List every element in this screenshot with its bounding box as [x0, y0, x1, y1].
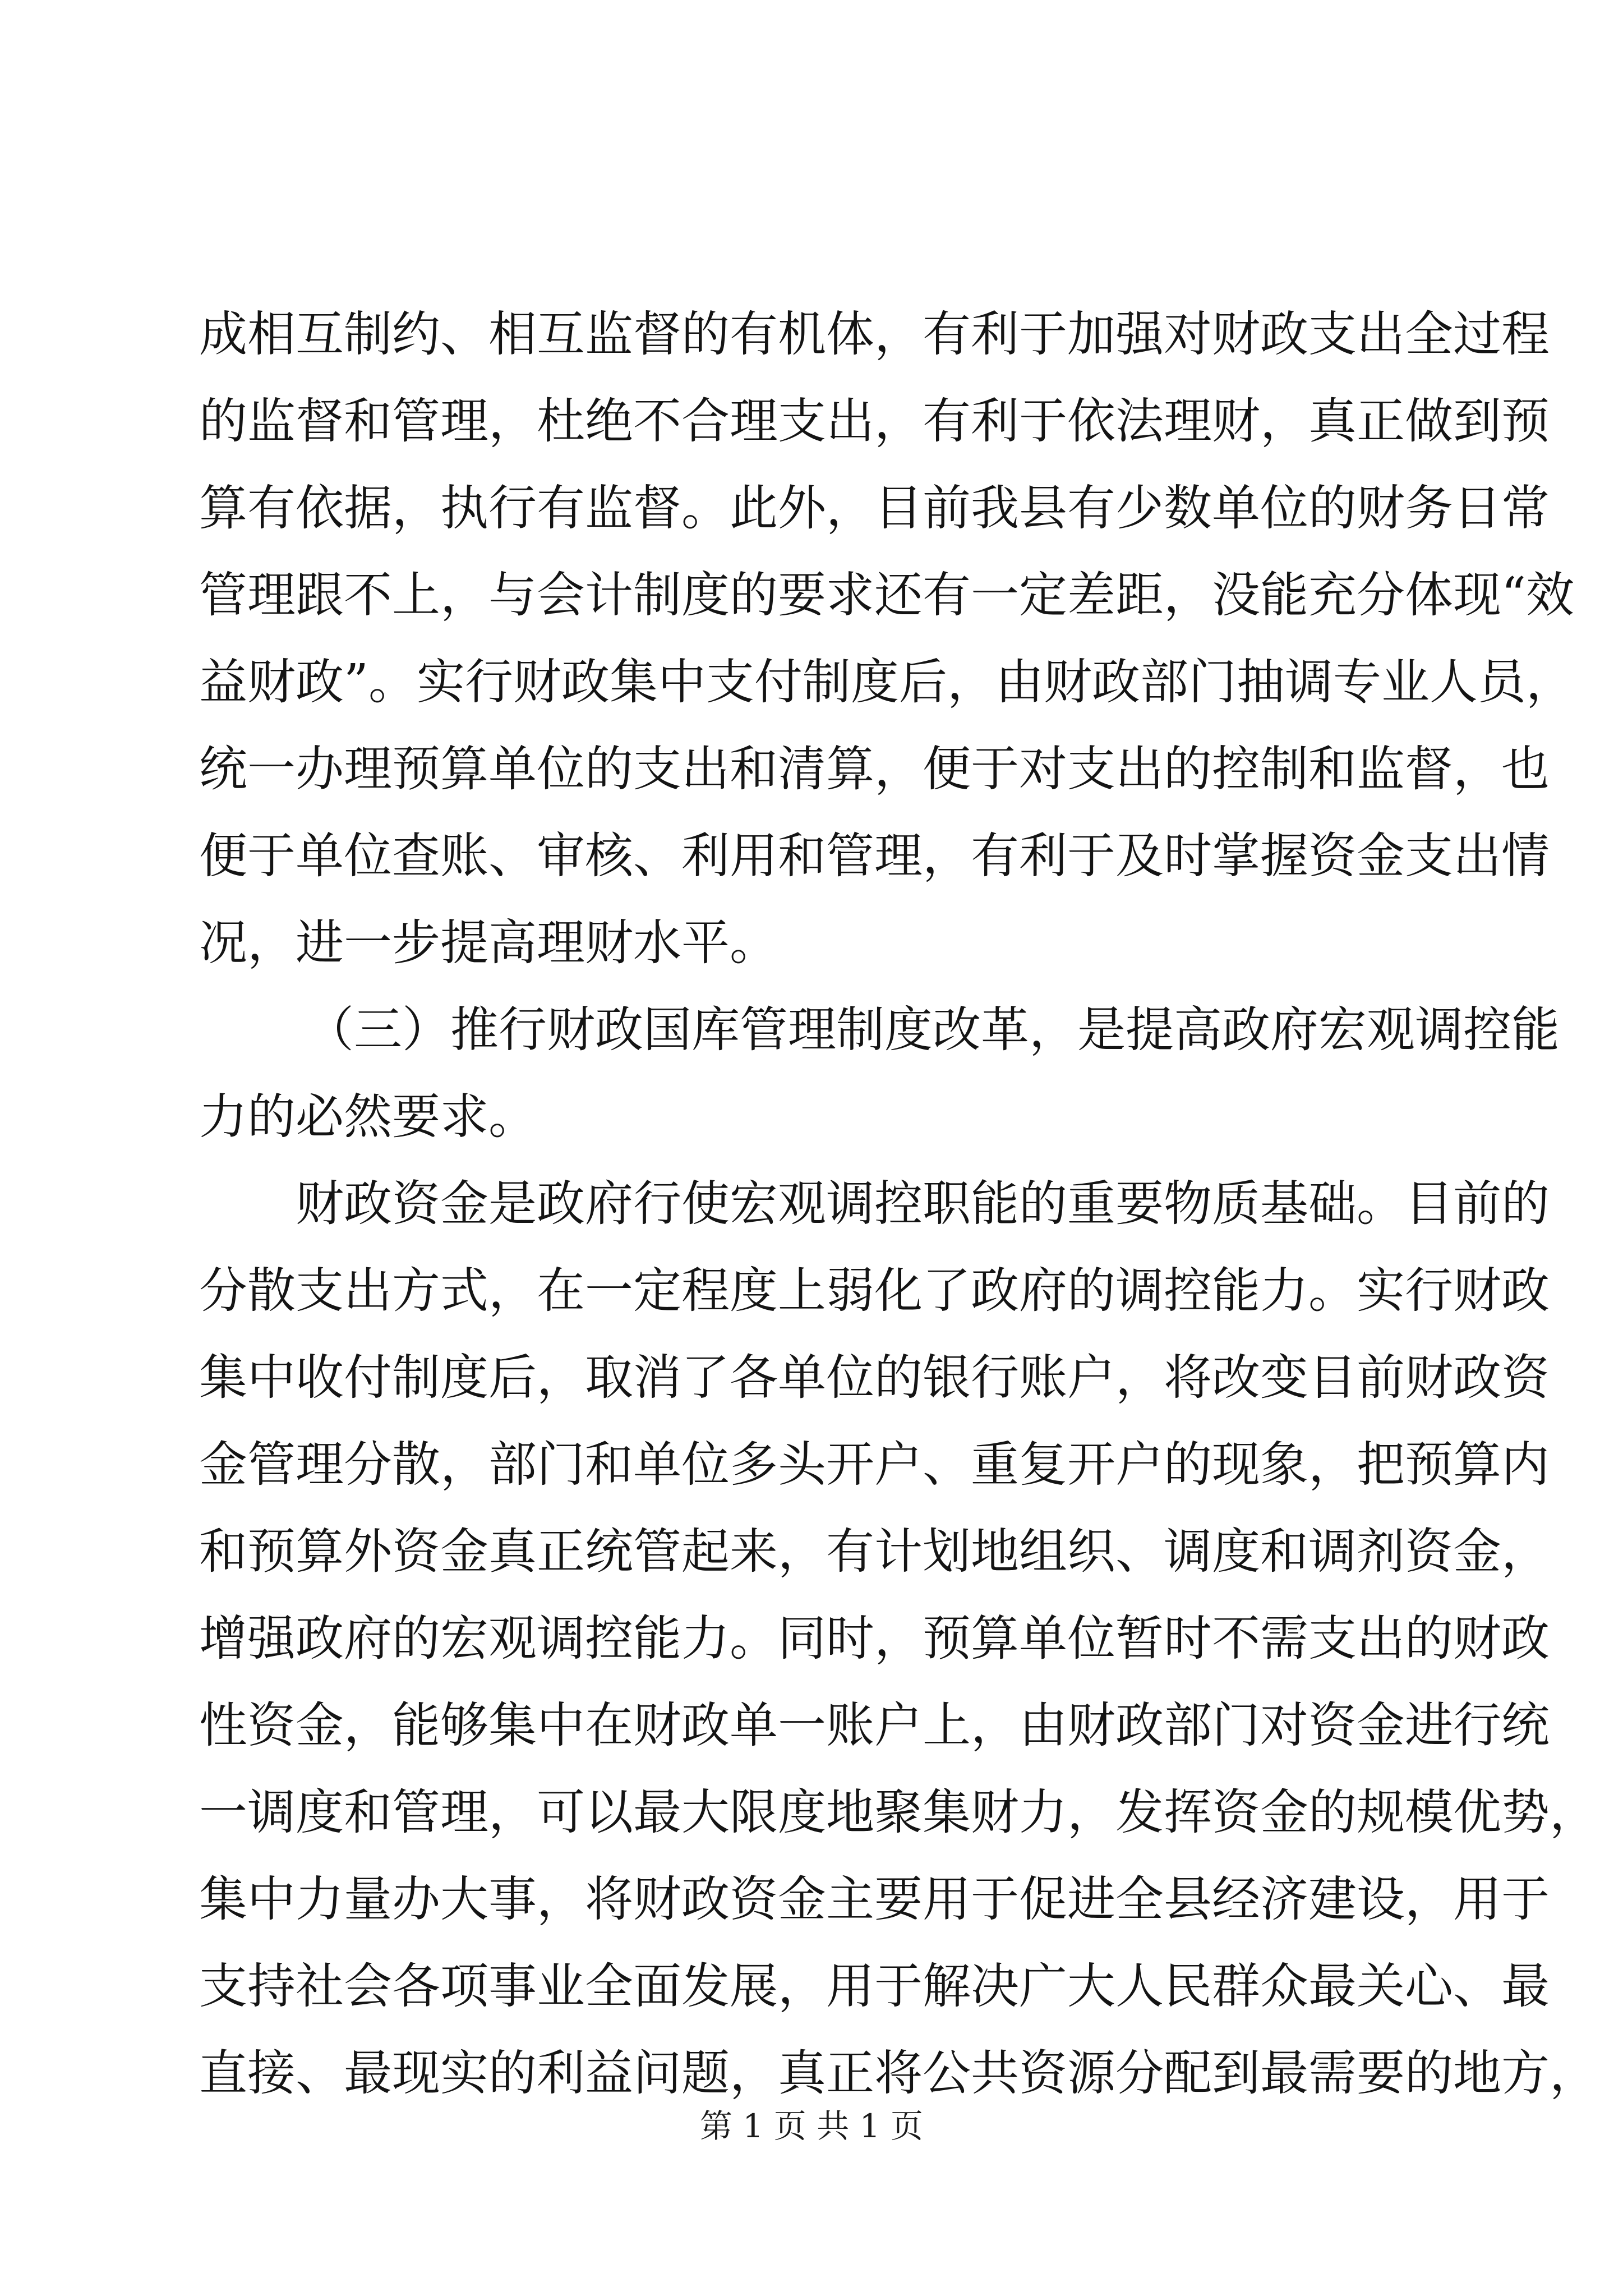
text-line: 财政资金是政府行使宏观调控职能的重要物质基础。目前的: [296, 1176, 1550, 1232]
text-line: 金管理分散，部门和单位多头开户、重复开户的现象，把预算内: [199, 1437, 1550, 1493]
text-line: 集中收付制度后，取消了各单位的银行账户，将改变目前财政资: [199, 1350, 1550, 1406]
text-line: 性资金，能够集中在财政单一账户上，由财政部门对资金进行统: [199, 1697, 1550, 1754]
section-heading-3: [199, 987, 1560, 1161]
text-line: 支持社会各项事业全面发展，用于解决广大人民群众最关心、最: [199, 1958, 1550, 2014]
document-body: [199, 291, 1598, 2117]
text-line: 益财政”。实行财政集中支付制度后，由财政部门抽调专业人员，: [199, 654, 1574, 710]
text-line: 直接、最现实的利益问题，真正将公共资源分配到最需要的地方，: [199, 2045, 1598, 2101]
text-line: 况，进一步提高理财水平。: [199, 915, 778, 971]
text-line: 统一办理预算单位的支出和清算，便于对支出的控制和监督，也: [199, 741, 1550, 797]
heading-line: （三）推行财政国库管理制度改革，是提高政府宏观调控能: [306, 1002, 1560, 1058]
text-line: 管理跟不上，与会计制度的要求还有一定差距，没能充分体现“效: [199, 567, 1574, 623]
paragraph-1: [199, 291, 1574, 987]
text-line: 便于单位查账、审核、利用和管理，有利于及时掌握资金支出情: [199, 828, 1550, 884]
text-line: 分散支出方式，在一定程度上弱化了政府的调控能力。实行财政: [199, 1263, 1550, 1319]
text-line: 的监督和管理，杜绝不合理支出，有利于依法理财，真正做到预: [199, 393, 1550, 449]
paragraph-2: [199, 1161, 1598, 2117]
text-line: 算有依据，执行有监督。此外，目前我县有少数单位的财务日常: [199, 480, 1550, 536]
heading-line: 力的必然要求。: [199, 1089, 537, 1145]
page-footer: 第 1 页 共 1 页: [700, 2107, 923, 2145]
text-line: 增强政府的宏观调控能力。同时，预算单位暂时不需支出的财政: [199, 1611, 1550, 1667]
text-line: 一调度和管理，可以最大限度地聚集财力，发挥资金的规模优势，: [199, 1784, 1598, 1841]
text-line: 成相互制约、相互监督的有机体，有利于加强对财政支出全过程: [199, 306, 1550, 362]
text-line: 和预算外资金真正统管起来，有计划地组织、调度和调剂资金，: [199, 1524, 1550, 1580]
text-line: 集中力量办大事，将财政资金主要用于促进全县经济建设，用于: [199, 1871, 1550, 1927]
